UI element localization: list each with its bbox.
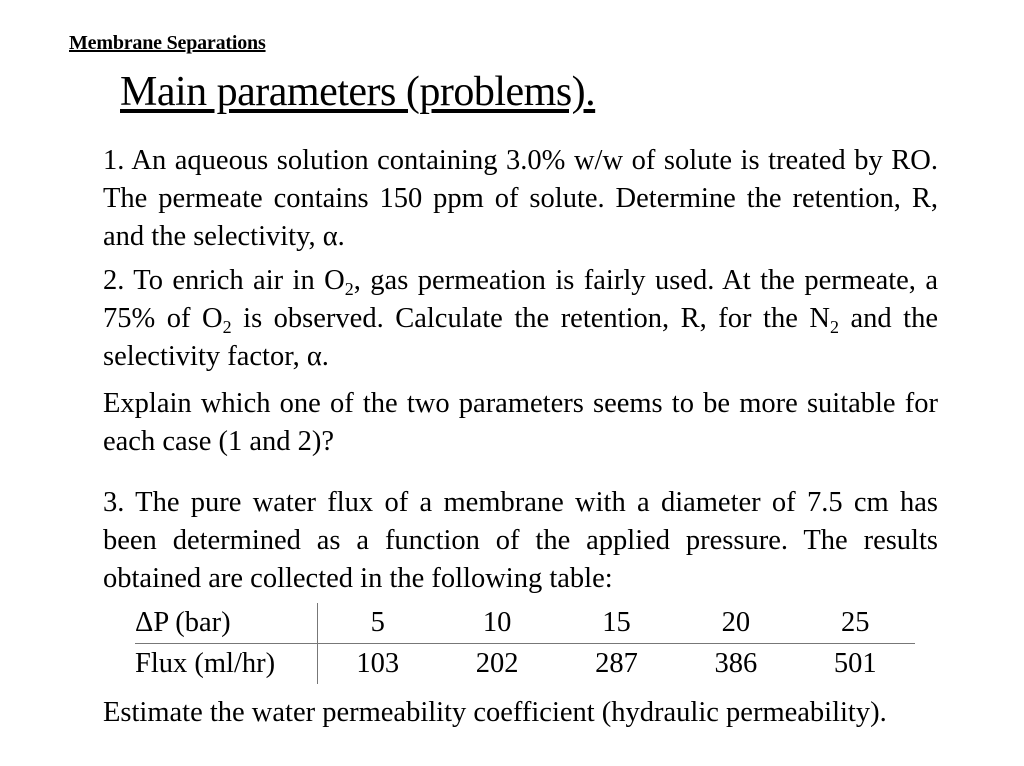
flux-cell: 287 [595, 648, 638, 679]
subscript-2: 2 [344, 279, 354, 299]
problem-2-part-b: , gas permeation is fairly used. At the permeate, a 75% of O [103, 265, 939, 334]
subscript-2: 2 [829, 317, 839, 337]
table-row-flux [135, 644, 915, 685]
table-row-pressure [135, 603, 915, 644]
problem-1-text: 1. An aqueous solution containing 3.0% w/w of solute is treated by RO. The permeate contains 150 ppm of solute. Determine the retention, R, and the selectivity, α. [103, 145, 938, 252]
row-label-flux: Flux (ml/hr) [135, 644, 318, 685]
flux-cell: 202 [475, 648, 519, 679]
pressure-cell: 15 [557, 603, 676, 644]
row-label-pressure: ΔP (bar) [135, 603, 318, 644]
page-title: Main parameters (problems). [120, 69, 596, 115]
flux-cell: 501 [833, 648, 877, 679]
problem-2-part-d: and the selectivity factor, α. [103, 303, 939, 372]
flux-cell: 386 [714, 648, 758, 679]
pressure-cell: 10 [437, 603, 556, 644]
pressure-cell: 20 [676, 603, 795, 644]
pressure-cell: 25 [796, 603, 915, 644]
problem-3-text: 3. The pure water flux of a membrane with a diameter of 7.5 cm has been determined as a function of the applied pressure. The results obtained are collected in the following table: [103, 487, 938, 594]
problem-2-part-c: is observed. Calculate the retention, R, for the N [231, 303, 830, 334]
flux-cell: 103 [356, 648, 400, 679]
estimate-question: Estimate the water permeability coefficient (hydraulic permeability). [103, 697, 887, 728]
explain-question: Explain which one of the two parameters seems to be more suitable for each case (1 and 2)? [103, 388, 938, 457]
problem-2-part-a: 2. To enrich air in O [103, 265, 345, 296]
pressure-flux-table [135, 603, 915, 684]
problem-2-text [103, 262, 938, 376]
pressure-cell: 5 [318, 603, 438, 644]
subscript-2: 2 [222, 317, 232, 337]
course-header: Membrane Separations [69, 32, 266, 54]
